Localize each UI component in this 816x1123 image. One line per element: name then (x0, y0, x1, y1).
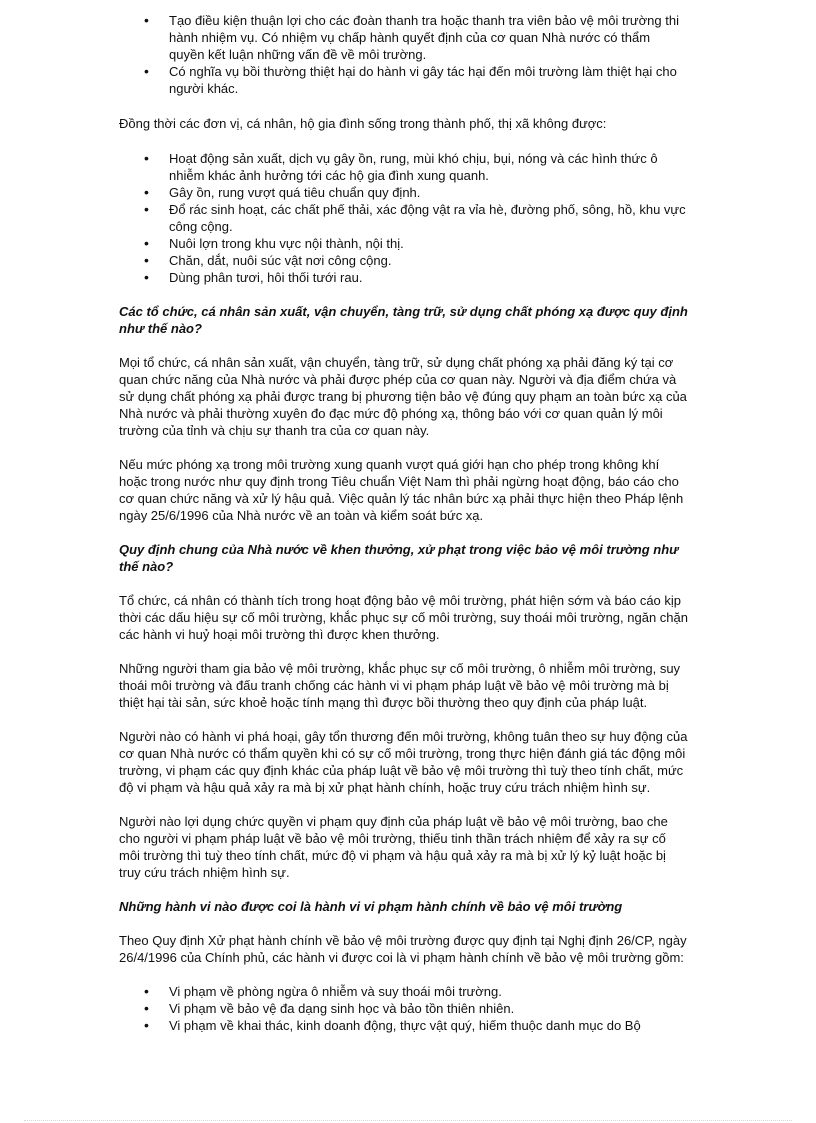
list-item: • Gây ồn, rung vượt quá tiêu chuẩn quy định. (119, 184, 689, 201)
paragraph-reward-3: Người nào có hành vi phá hoại, gây tổn thương đến môi trường, không tuân theo sự huy động của cơ quan Nhà nước có thẩm quyền khi có sự cố môi trường, trong thực hiện đánh giá tác động môi trường, vi phạm các quy định khác của pháp luật về bảo vệ môi trường thì tuỳ theo tính chất, mức độ vi phạm và hậu quả xảy ra mà bị xử phạt hành chính, hoặc truy cứu trách nhiệm hình sự. (119, 729, 688, 795)
document-body (119, 12, 689, 1034)
paragraph-reward-1: Tổ chức, cá nhân có thành tích trong hoạt động bảo vệ môi trường, phát hiện sớm và báo cáo kịp thời các dấu hiệu sự cố môi trường, khắc phục sự cố môi trường, suy thoái môi trường, ngăn chặn các hành vi huỷ hoại môi trường thì được khen thưởng. (119, 593, 688, 642)
paragraph-radiation-1: Mọi tổ chức, cá nhân sản xuất, vận chuyển, tàng trữ, sử dụng chất phóng xạ phải đăng ký tại cơ quan chức năng của Nhà nước và phải được phép của cơ quan này. Người và địa điểm chứa và sử dụng chất phóng xạ phải được trang bị phương tiện bảo vệ đúng quy phạm an toàn bức xạ của Nhà nước và phải thường xuyên đo đạc mức độ phóng xạ, thông báo với cơ quan quản lý môi trường của tỉnh và chịu sự thanh tra của cơ quan này. (119, 355, 687, 438)
list-item: • Dùng phân tươi, hôi thối tưới rau. (119, 269, 689, 286)
heading-radiation: Các tổ chức, cá nhân sản xuất, vận chuyển, tàng trữ, sử dụng chất phóng xạ được quy định như thế nào? (119, 304, 688, 336)
list-item: • Vi phạm về khai thác, kinh doanh động, thực vật quý, hiếm thuộc danh mục do Bộ (119, 1017, 689, 1034)
intro-bullet-list (119, 12, 689, 97)
list-item: • Chăn, dắt, nuôi súc vật nơi công cộng. (119, 252, 689, 269)
list-item: • Có nghĩa vụ bồi thường thiệt hại do hành vi gây tác hại đến môi trường làm thiệt hại cho người khác. (119, 63, 689, 97)
paragraph-reward-2: Những người tham gia bảo vệ môi trường, khắc phục sự cố môi trường, ô nhiễm môi trường, suy thoái môi trường và đấu tranh chống các hành vi vi phạm pháp luật về bảo vệ môi trường mà bị thiệt hại tài sản, sức khoẻ hoặc tính mạng thì được bồi thường theo quy định của pháp luật. (119, 661, 681, 710)
list-item: • Hoạt động sản xuất, dịch vụ gây ồn, rung, mùi khó chịu, bụi, nóng và các hình thức ô nhiễm khác ảnh hưởng tới các hộ gia đình xung quanh. (119, 150, 689, 184)
heading-violations: Những hành vi nào được coi là hành vi vi phạm hành chính về bảo vệ môi trường (119, 899, 623, 914)
paragraph-radiation-2: Nếu mức phóng xạ trong môi trường xung quanh vượt quá giới hạn cho phép trong không khí hoặc trong nước như quy định trong Tiêu chuẩn Việt Nam thì phải ngừng hoạt động, báo cáo cho cơ quan chức năng và xử lý hậu quả. Việc quản lý tác nhân bức xạ phải thực hiện theo Pháp lệnh ngày 25/6/1996 của Nhà nước về an toàn và kiểm soát bức xạ. (119, 457, 684, 523)
heading-reward: Quy định chung của Nhà nước về khen thưởng, xử phạt trong việc bảo vệ môi trường như thế nào? (119, 542, 679, 574)
page-bottom-divider (24, 1120, 792, 1121)
list-item: • Nuôi lợn trong khu vực nội thành, nội thị. (119, 235, 689, 252)
not-allowed-bullet-list (119, 150, 689, 286)
paragraph-not-allowed: Đồng thời các đơn vị, cá nhân, hộ gia đình sống trong thành phố, thị xã không được: (119, 116, 607, 131)
list-item: • Vi phạm về bảo vệ đa dạng sinh học và bảo tồn thiên nhiên. (119, 1000, 689, 1017)
list-item: • Tạo điều kiện thuận lợi cho các đoàn thanh tra hoặc thanh tra viên bảo vệ môi trường thi hành nhiệm vụ. Có nhiệm vụ chấp hành quyết định của cơ quan Nhà nước có thẩm quyền kết luận những vấn đề về môi trường. (119, 12, 689, 63)
list-item: • Vi phạm về phòng ngừa ô nhiễm và suy thoái môi trường. (119, 983, 689, 1000)
paragraph-reward-4: Người nào lợi dụng chức quyền vi phạm quy định của pháp luật về bảo vệ môi trường, bao che cho người vi phạm pháp luật về bảo vệ môi trường, thiếu tinh thần trách nhiệm để xảy ra sự cố môi trường thì tuỳ theo tính chất, mức độ vi phạm và hậu quả xảy ra mà bị xử lý kỷ luật hoặc bị truy cứu trách nhiệm hình sự. (119, 814, 668, 880)
violations-bullet-list (119, 983, 689, 1034)
paragraph-violations: Theo Quy định Xử phạt hành chính về bảo vệ môi trường được quy định tại Nghị định 26/CP, ngày 26/4/1996 của Chính phủ, các hành vi được coi là vi phạm hành chính về bảo vệ môi trường gồm: (119, 933, 687, 965)
list-item: • Đổ rác sinh hoạt, các chất phế thải, xác động vật ra vỉa hè, đường phố, sông, hồ, khu vực công cộng. (119, 201, 689, 235)
